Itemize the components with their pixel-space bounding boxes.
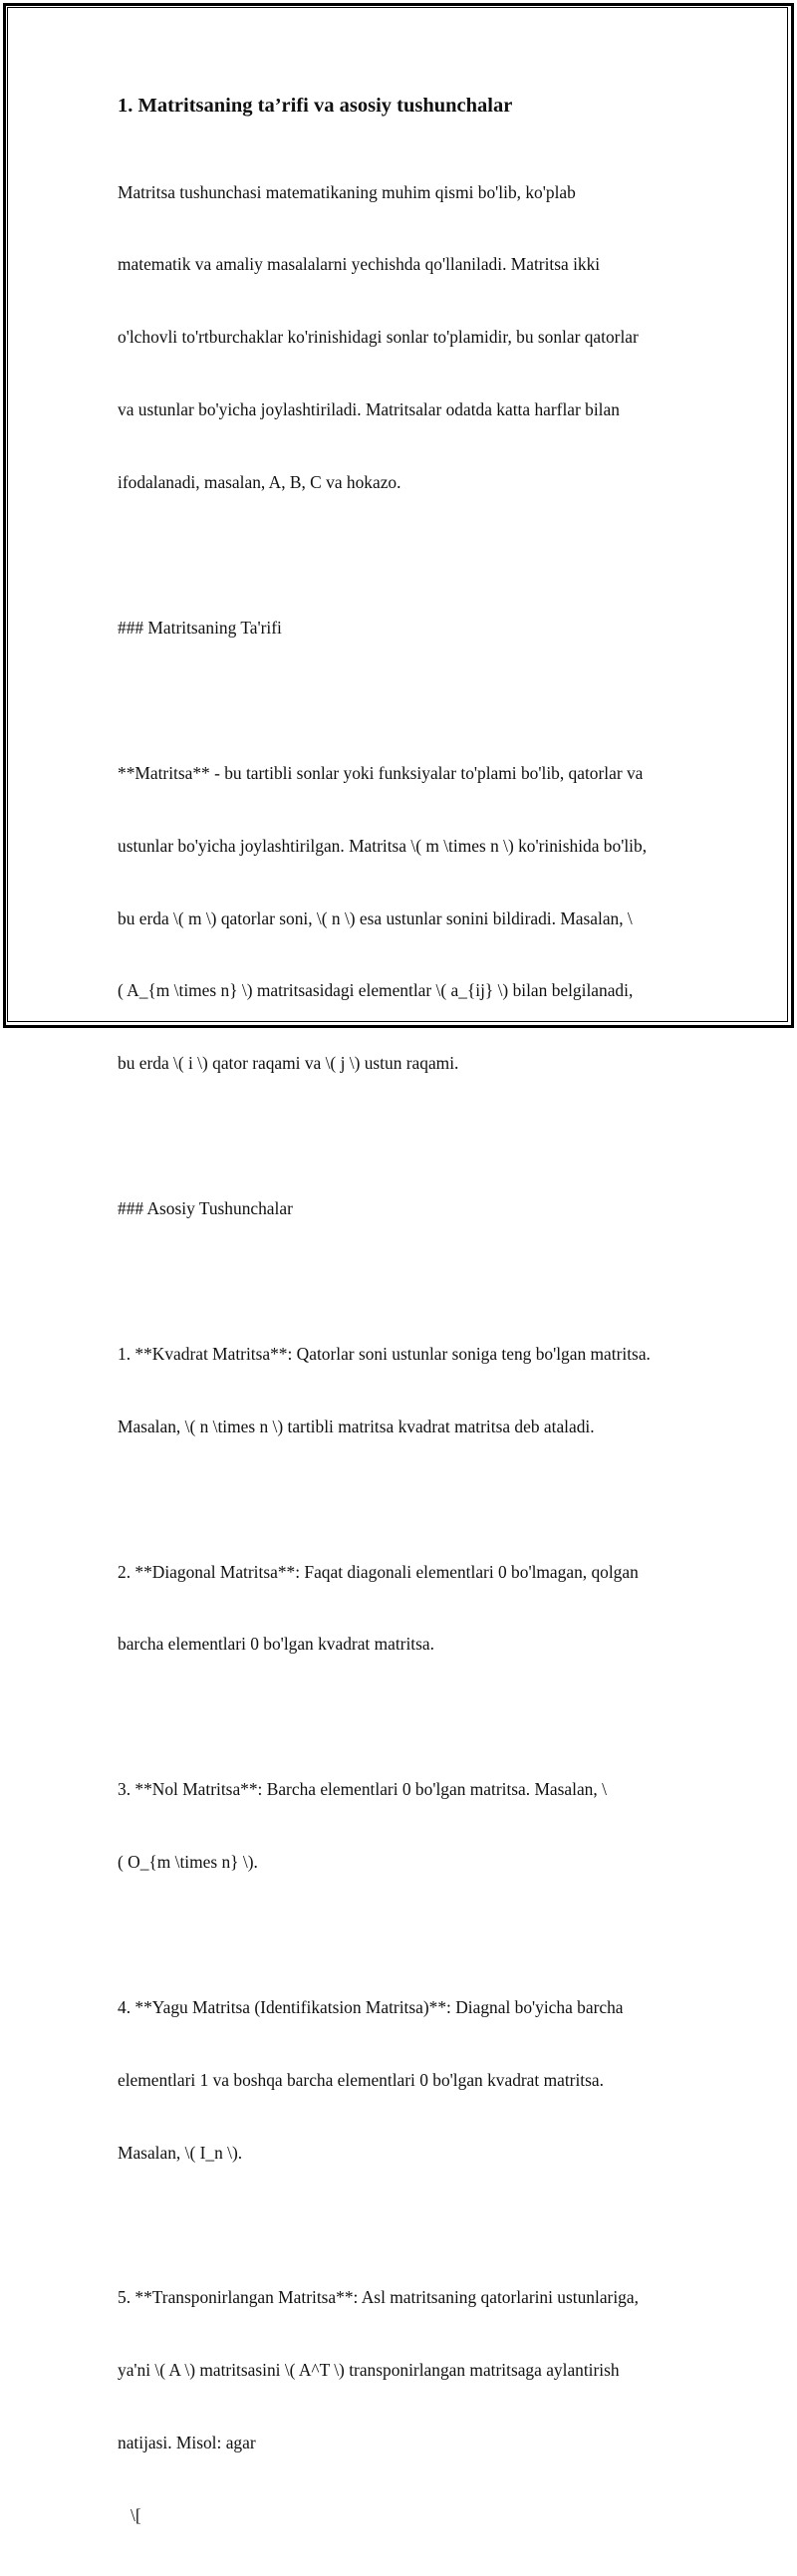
text-line: 1. **Kvadrat Matritsa**: Qatorlar soni ustunlar soniga teng bo'lgan matritsa. — [118, 1343, 651, 1364]
list-item-identity-matrix — [118, 1946, 695, 2212]
text-line: o'lchovli to'rtburchaklar ko'rinishidagi sonlar to'plamidir, bu sonlar qatorlar — [118, 327, 639, 348]
document-body — [118, 92, 695, 2576]
text-line: ### Asosiy Tushunchalar — [118, 1198, 293, 1219]
subheading-concepts — [118, 1148, 695, 1268]
text-line: va ustunlar bo'yicha joylashtiriladi. Matritsalar odatda katta harflar bilan — [118, 399, 620, 420]
text-line: elementlari 1 va boshqa barcha elementlari 0 bo'lgan kvadrat matritsa. — [118, 2069, 604, 2090]
text-line: Masalan, \( I_n \). — [118, 2142, 243, 2163]
text-line: bu erda \( m \) qatorlar soni, \( n \) esa ustunlar sonini bildiradi. Masalan, \ — [118, 907, 633, 928]
intro-paragraph — [118, 131, 695, 543]
text-line: matematik va amaliy masalalarni yechishda qo'llaniladi. Matritsa ikki — [118, 254, 601, 275]
text-line: Masalan, \( n \times n \) tartibli matritsa kvadrat matritsa deb ataladi. — [118, 1416, 595, 1436]
section-heading: 1. Matritsaning ta’rifi va asosiy tushunchalar — [118, 95, 513, 117]
text-line: Matritsa tushunchasi matematikaning muhim qismi bo'lib, ko'plab — [118, 181, 576, 202]
text-line: ( A_{m \times n} \) matritsasidagi elementlar \( a_{ij} \) bilan belgilanadi, — [118, 980, 634, 1001]
definition-paragraph — [118, 712, 695, 1124]
text-line: 5. **Transponirlangan Matritsa**: Asl matritsaning qatorlarini ustunlariga, — [118, 2287, 639, 2308]
text-line: ustunlar bo'yicha joylashtirilgan. Matritsa \( m \times n \) ko'rinishida bo'lib, — [118, 835, 648, 856]
text-line: ya'ni \( A \) matritsasini \( A^T \) transponirlangan matritsaga aylantirish — [118, 2360, 620, 2381]
text-line: natijasi. Misol: agar — [118, 2433, 256, 2453]
text-line: ifodalanadi, masalan, A, B, C va hokazo. — [118, 472, 401, 493]
text-line: \[ — [118, 2505, 141, 2526]
text-line: 3. **Nol Matritsa**: Barcha elementlari 0 bo'lgan matritsa. Masalan, \ — [118, 1779, 607, 1800]
text-line: ( O_{m \times n} \). — [118, 1852, 258, 1873]
list-item-zero-matrix — [118, 1729, 695, 1923]
list-item-diagonal-matrix — [118, 1511, 695, 1704]
text-line: ### Matritsaning Ta'rifi — [118, 617, 282, 638]
text-line: 2. **Diagonal Matritsa**: Faqat diagonali elementlari 0 bo'lmagan, qolgan — [118, 1561, 639, 1582]
text-line: barcha elementlari 0 bo'lgan kvadrat matritsa. — [118, 1634, 434, 1655]
text-line: 4. **Yagu Matritsa (Identifikatsion Matritsa)**: Diagnal bo'yicha barcha — [118, 1996, 624, 2017]
list-item-square-matrix — [118, 1293, 695, 1486]
list-item-transposed-matrix — [118, 2237, 695, 2576]
subheading-definition — [118, 567, 695, 687]
text-line: **Matritsa** - bu tartibli sonlar yoki funksiyalar to'plami bo'lib, qatorlar va — [118, 762, 644, 783]
text-line: bu erda \( i \) qator raqami va \( j \) ustun raqami. — [118, 1053, 459, 1074]
